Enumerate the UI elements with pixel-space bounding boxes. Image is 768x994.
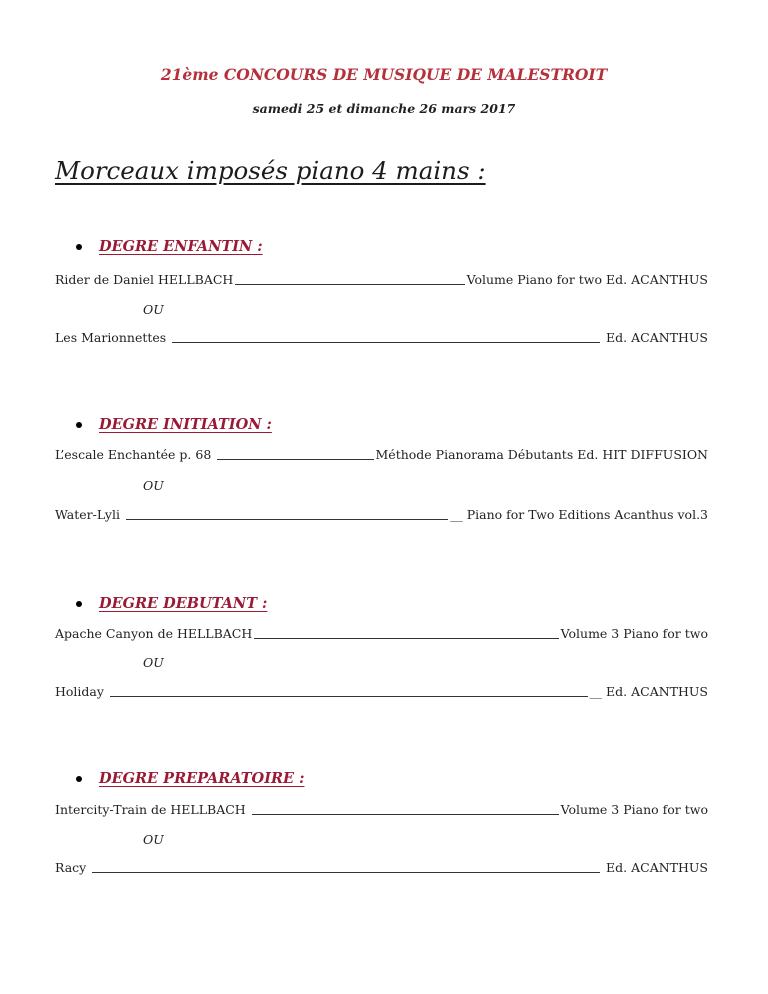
leader-line [235, 283, 464, 285]
leader-line [252, 813, 559, 815]
piece-row [55, 626, 708, 641]
piece-editor: Ed. HIT DIFFUSION [577, 447, 708, 462]
degree-label: DEGRE DEBUTANT : [99, 595, 268, 612]
piece-title: Apache Canyon de HELLBACH [55, 626, 253, 641]
piece-row [55, 507, 708, 522]
contest-date: samedi 25 et dimanche 26 mars 2017 [252, 101, 516, 116]
degree-label: DEGRE PREPARATOIRE : [99, 770, 305, 787]
leader-line [217, 458, 373, 460]
piece-title: Racy [55, 860, 87, 875]
degree-initiation-heading [76, 416, 272, 433]
or-label: OU [143, 655, 164, 670]
bullet-icon [76, 601, 82, 607]
piece-volume: __ [589, 684, 603, 699]
piece-row [55, 802, 708, 817]
leader-line [172, 341, 600, 343]
piece-title: Rider de Daniel HELLBACH [55, 272, 234, 287]
piece-volume: Volume 3 Piano for two [560, 802, 708, 817]
bullet-icon [76, 422, 82, 428]
or-label: OU [143, 832, 164, 847]
piece-row [55, 684, 708, 699]
degree-label: DEGRE ENFANTIN : [99, 238, 263, 255]
piece-title: Holiday [55, 684, 104, 699]
degree-preparatoire-heading [76, 770, 304, 787]
contest-title: 21ème CONCOURS DE MUSIQUE DE MALESTROIT [160, 65, 608, 84]
degree-enfantin-heading [76, 238, 263, 255]
piece-row [55, 447, 708, 462]
piece-title: L’escale Enchantée p. 68 [55, 447, 212, 462]
piece-title: Les Marionnettes [55, 330, 167, 345]
leader-line [110, 695, 588, 697]
or-label: OU [143, 302, 164, 317]
piece-editor: Ed. ACANTHUS [606, 272, 708, 287]
degree-debutant-heading [76, 595, 267, 612]
bullet-icon [76, 244, 82, 250]
leader-line [254, 637, 558, 639]
piece-volume: Volume Piano for two [466, 272, 603, 287]
piece-row [55, 860, 708, 875]
piece-editor: Ed. ACANTHUS [606, 860, 708, 875]
page-heading: Morceaux imposés piano 4 mains : [55, 156, 486, 185]
or-label: OU [143, 478, 164, 493]
leader-line [126, 518, 448, 520]
piece-row [55, 330, 708, 345]
bullet-icon [76, 776, 82, 782]
degree-label: DEGRE INITIATION : [99, 416, 272, 433]
piece-volume: __ Piano for Two Editions Acanthus vol.3 [450, 507, 708, 522]
piece-editor: Ed. ACANTHUS [606, 330, 708, 345]
piece-editor: Ed. ACANTHUS [606, 684, 708, 699]
piece-title: Intercity-Train de HELLBACH [55, 802, 246, 817]
piece-volume: Méthode Pianorama Débutants [375, 447, 574, 462]
piece-title: Water-Lyli [55, 507, 120, 522]
leader-line [92, 871, 600, 873]
piece-row [55, 272, 708, 287]
piece-volume: Volume 3 Piano for two [560, 626, 708, 641]
